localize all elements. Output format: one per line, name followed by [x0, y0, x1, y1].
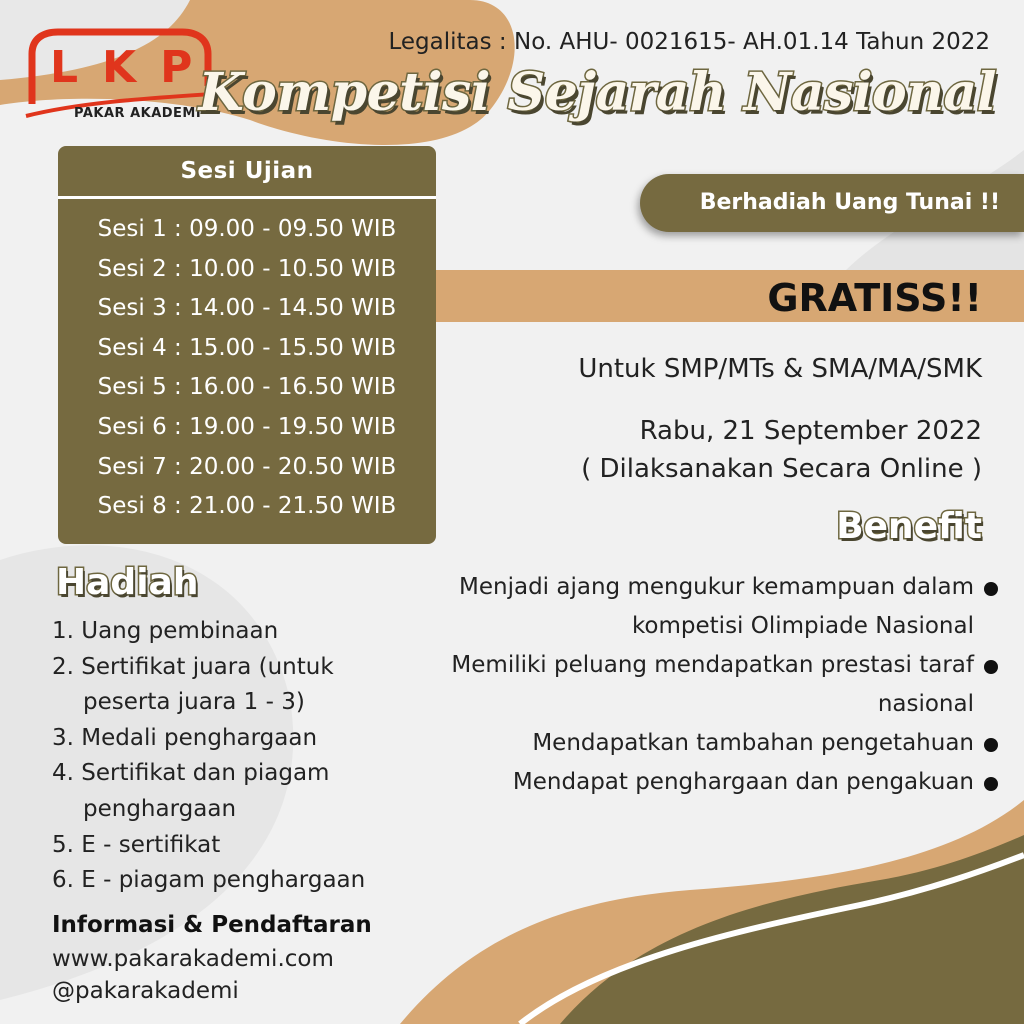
bullet-icon [984, 582, 998, 596]
session-item: Sesi 5 : 16.00 - 16.50 WIB [97, 374, 397, 401]
benefit-item [438, 568, 998, 646]
benefit-text: Menjadi ajang mengukur kemampuan dalam kompetisi Olimpiade Nasional [459, 574, 974, 639]
session-item: Sesi 8 : 21.00 - 21.50 WIB [97, 493, 397, 520]
exam-session-panel [58, 146, 436, 544]
panel-divider [58, 196, 436, 199]
benefit-item [438, 646, 998, 724]
logo-letters: LKP [50, 42, 217, 93]
prize-item: 5. E - sertifikat [52, 831, 221, 858]
free-banner [436, 270, 1024, 322]
lkp-logo [22, 24, 218, 124]
session-item: Sesi 3 : 14.00 - 14.50 WIB [97, 295, 397, 322]
website-link[interactable]: www.pakarakademi.com [52, 946, 334, 972]
benefit-item [438, 763, 998, 802]
page-title: Kompetisi Sejarah Nasional [198, 62, 996, 123]
audience-text: Untuk SMP/MTs & SMA/MA/SMK [578, 354, 982, 384]
session-item: Sesi 2 : 10.00 - 10.50 WIB [97, 255, 397, 282]
info-heading: Informasi & Pendaftaran [52, 912, 372, 938]
prize-list [52, 614, 422, 899]
benefit-heading: Benefit [836, 506, 982, 547]
prize-heading: Hadiah [56, 562, 199, 603]
event-mode: ( Dilaksanakan Secara Online ) [581, 454, 982, 484]
legalitas-text: Legalitas : No. AHU- 0021615- AH.01.14 Tahun 2022 [388, 29, 990, 55]
prize-item: 6. E - piagam penghargaan [52, 867, 366, 894]
prize-item: 1. Uang pembinaan [52, 618, 279, 644]
session-item: Sesi 1 : 09.00 - 09.50 WIB [97, 216, 397, 242]
session-item: Sesi 4 : 15.00 - 15.50 WIB [97, 334, 397, 361]
logo-subtitle: PAKAR AKADEMI [74, 106, 202, 121]
benefit-item [438, 724, 998, 763]
prize-item: 2. Sertifikat juara (untuk peserta juara 1 - 3) [52, 653, 334, 716]
prize-item: 4. Sertifikat dan piagam penghargaan [52, 760, 330, 822]
social-handle[interactable]: @pakarakademi [52, 978, 239, 1004]
benefit-text: Mendapat penghargaan dan pengakuan [512, 769, 974, 795]
benefit-text: Memiliki peluang mendapatkan prestasi taraf nasional [451, 652, 974, 717]
event-date: Rabu, 21 September 2022 [639, 416, 982, 446]
cash-prize-badge [640, 174, 1024, 232]
benefit-text: Mendapatkan tambahan pengetahuan [532, 730, 974, 756]
bullet-icon [984, 777, 998, 791]
cash-prize-label: Berhadiah Uang Tunai !! [699, 190, 1000, 215]
session-item: Sesi 6 : 19.00 - 19.50 WIB [97, 413, 397, 440]
bullet-icon [984, 738, 998, 752]
free-label: GRATISS!! [767, 276, 982, 320]
session-list [58, 210, 436, 527]
session-item: Sesi 7 : 20.00 - 20.50 WIB [97, 453, 397, 480]
bullet-icon [984, 660, 998, 674]
session-panel-title: Sesi Ujian [180, 158, 314, 184]
prize-item: 3. Medali penghargaan [52, 724, 318, 751]
benefit-list [438, 568, 998, 802]
